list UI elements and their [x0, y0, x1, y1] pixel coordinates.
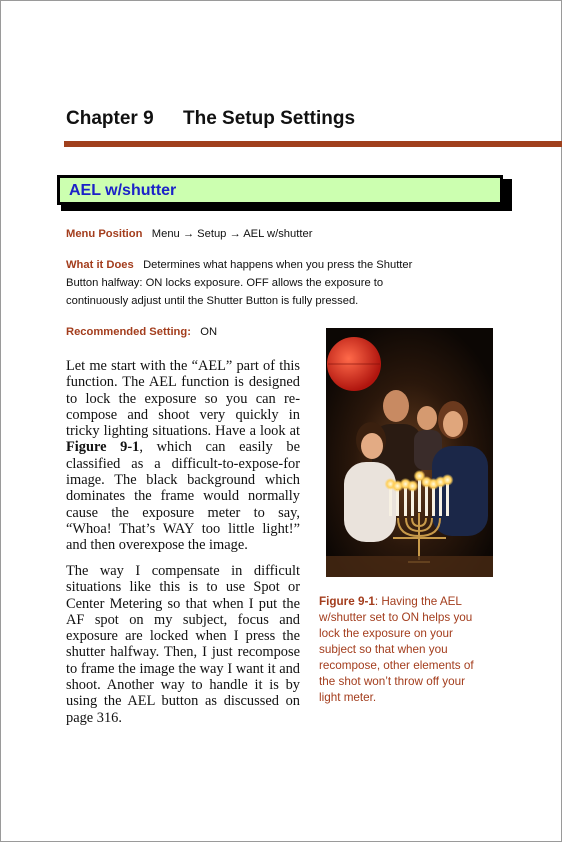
what-it-does-label: What it Does — [66, 259, 134, 271]
chapter-heading — [66, 108, 355, 130]
section-banner — [57, 175, 503, 205]
section-title: AEL w/shutter — [69, 182, 177, 199]
figure-caption — [319, 594, 489, 706]
chapter-title: The Setup Settings — [183, 108, 356, 129]
figure-photo — [326, 328, 493, 577]
menorah-family-photo — [326, 328, 493, 577]
figure-reference: Figure 9-1 — [66, 439, 140, 456]
menu-position-line — [66, 228, 312, 240]
figure-caption-label: Figure 9-1 — [319, 595, 375, 608]
recommended-setting-label: Recommended Setting: — [66, 326, 191, 338]
body-paragraph-1-text-a: Let me start with the “AEL” part of this function. The AEL function is designed to lock the exposure so you can re-compose and shoot very quickly in tricky lighting situations. Have a look at — [66, 358, 300, 440]
recommended-setting-line — [66, 326, 217, 338]
body-paragraph-1 — [66, 358, 300, 554]
body-paragraph-2: The way I compensate in difficult situations like this is to use Spot or Center Metering so that when I put the AF spot on my subject, focus and exposure are locked when I press the shutter halfway. Then, I just recompose to frame the image the way I want it and shoot. Another way to handle it is by using the AEL button as discussed on page 316. — [66, 563, 300, 726]
menu-position-path: Menu → Setup → AEL w/shutter — [151, 228, 313, 240]
what-it-does-text-1: Determines what happens when you press the Shutter — [143, 259, 413, 271]
chapter-number: Chapter 9 — [66, 108, 154, 129]
body-paragraph-1-text-b: , which can easily be classified as a difficult-to-expose-for image. The black background which dominates the frame would normally cause the exposure meter to say, “Whoa! That’s WAY too little light!” and then overexpose the image. — [66, 439, 300, 554]
what-it-does-line-1 — [66, 259, 412, 271]
figure-caption-text: : Having the AEL w/shutter set to ON helps you lock the exposure on your subject so that when you recompose, other elements of the shot won’t throw off your light meter. — [319, 595, 474, 704]
recommended-setting-value: ON — [200, 326, 218, 338]
what-it-does-line-2: Button halfway: ON locks exposure. OFF allows the exposure to — [66, 277, 384, 289]
what-it-does-line-3: continuously adjust until the Shutter Button is fully pressed. — [66, 295, 359, 307]
chapter-rule — [64, 141, 562, 147]
menu-position-label: Menu Position — [66, 228, 143, 240]
